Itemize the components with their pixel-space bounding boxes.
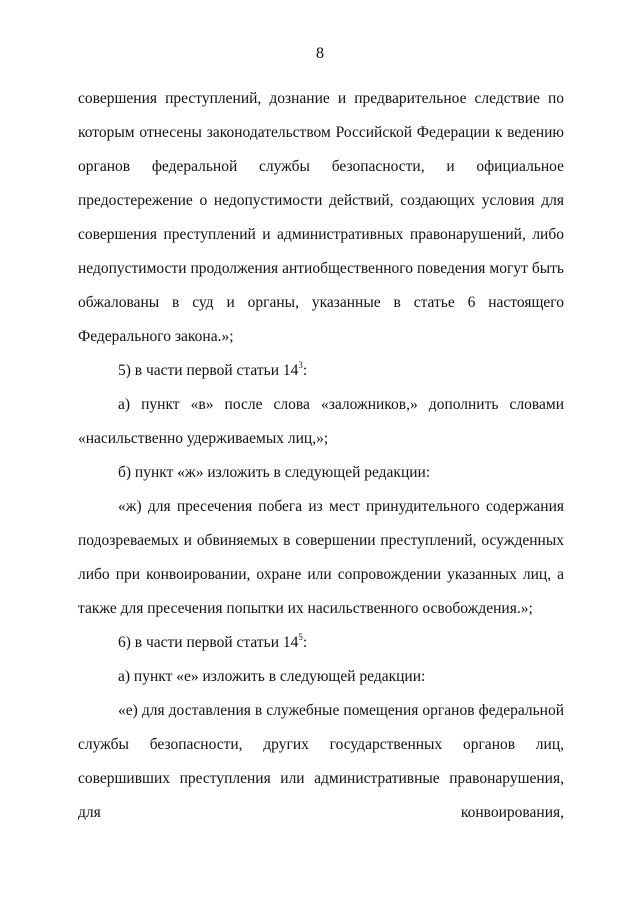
superscript-5: 5: [298, 632, 303, 642]
document-body: [78, 82, 564, 830]
paragraph-item-5-colon: :: [302, 362, 308, 379]
superscript-3: 3: [298, 360, 303, 370]
paragraph-item-6-text: 6) в части первой статьи 14: [118, 634, 299, 651]
paragraph-subitem-b-zh: б) пункт «ж» изложить в следующей редакции:: [118, 464, 431, 481]
paragraph-item-6-colon: :: [302, 634, 308, 651]
paragraph-continuation: совершения преступлений, дознание и предварительное следствие по которым отнесены законодательством Российской Федерации к ведению органов федеральной службы безопасности, и официальное предостережение о недопустимости действий, создающих условия для совершения преступлений и административных правонарушений, либо недопустимости продолжения антиобщественного поведения могут быть обжалованы в суд и органы, указанные в статье 6 настоящего Федерального закона.»;: [78, 90, 564, 345]
page-number: 8: [316, 45, 324, 62]
paragraph-subitem-a-v: а) пункт «в» после слова «заложников,» дополнить словами «насильственно удерживаемых лиц,»;: [78, 396, 564, 447]
paragraph-subitem-a-e: а) пункт «е» изложить в следующей редакции:: [118, 668, 426, 685]
paragraph-quote-e: «е) для доставления в служебные помещения органов федеральной службы безопасности, других государственных органов лиц, совершивших преступления или административные правонарушения, для конвоирования,: [78, 702, 564, 821]
paragraph-quote-zh: «ж) для пресечения побега из мест принудительного содержания подозреваемых и обвиняемых в совершении преступлений, осужденных либо при конвоировании, охране или сопровождении указанных лиц, а также для пресечения попытки их насильственного освобождения.»;: [78, 498, 564, 617]
paragraph-item-5-text: 5) в части первой статьи 14: [118, 362, 299, 379]
paragraph-item-6: [78, 626, 564, 660]
paragraph-item-5: [78, 354, 564, 388]
